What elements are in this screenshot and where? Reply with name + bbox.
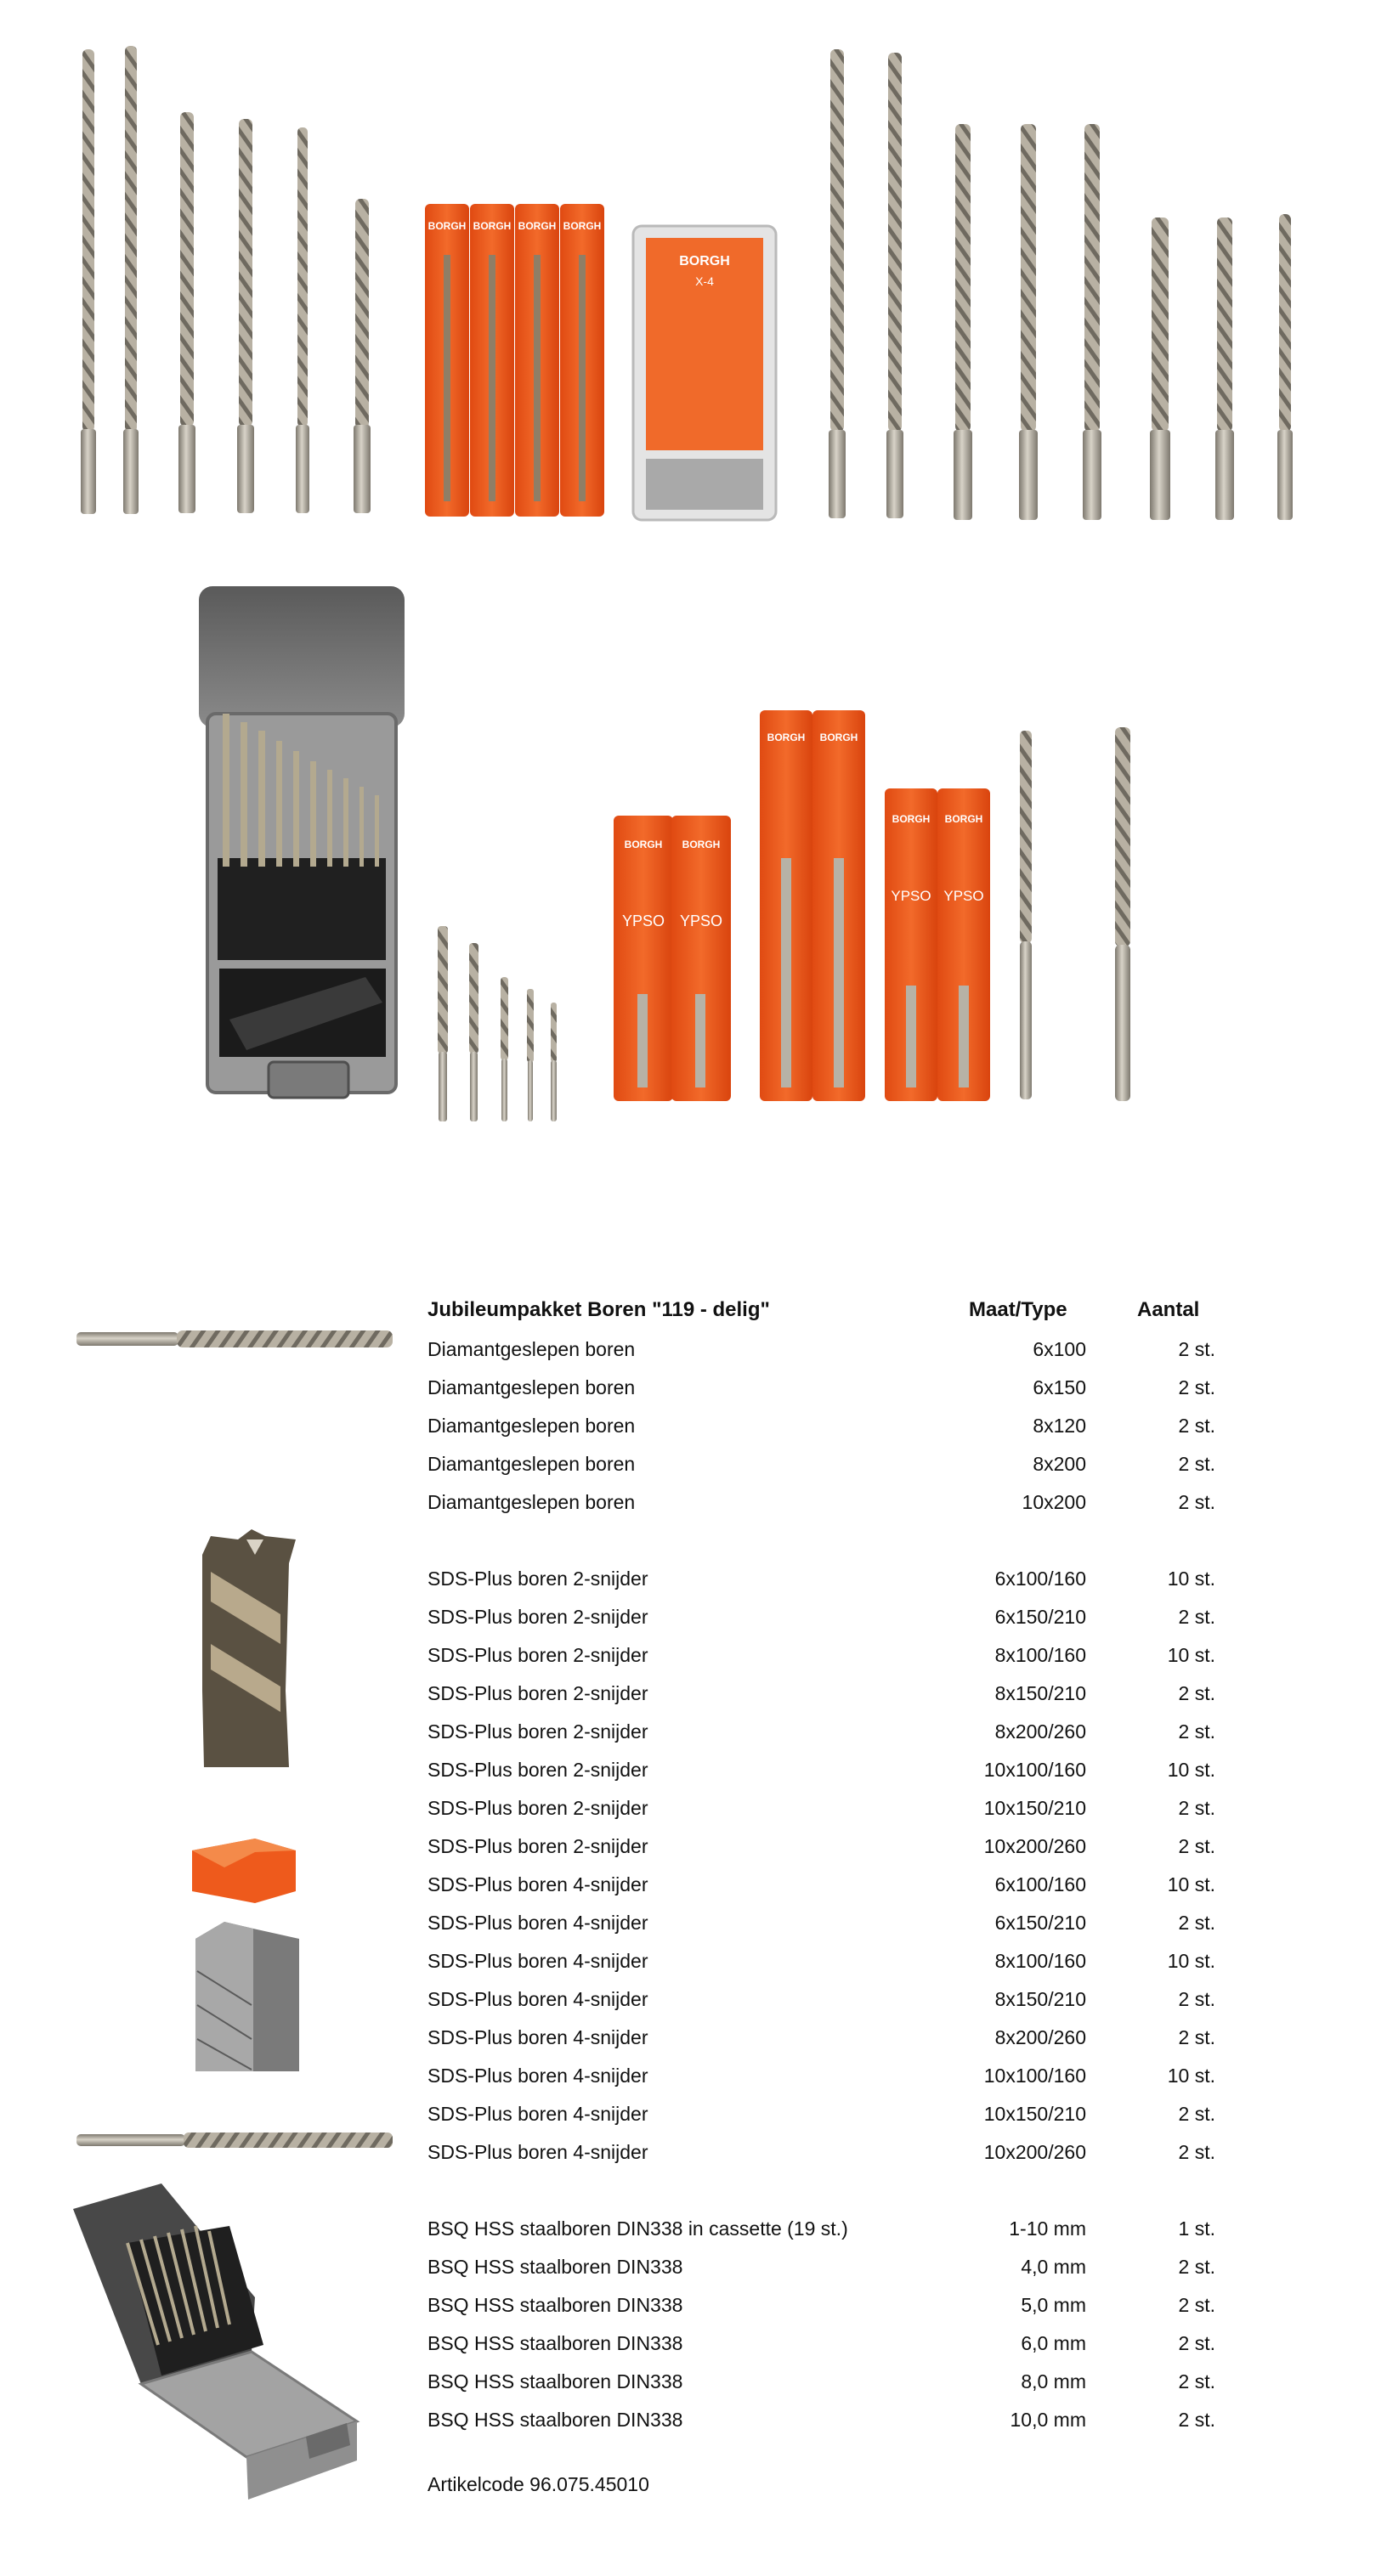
row-qty: 2 st.: [1178, 1453, 1215, 1475]
table-row: [0, 1867, 1387, 1901]
table-row: [0, 2250, 1387, 2284]
row-size: 6,0 mm: [1021, 2332, 1086, 2354]
orange-pack: [760, 710, 812, 1101]
ypso-packs: [614, 710, 990, 1101]
row-qty: 2 st.: [1178, 1988, 1215, 2010]
masonry-drills: [1020, 727, 1130, 1101]
row-description: SDS-Plus boren 4-snijder: [427, 1950, 648, 1972]
table-row: [0, 2403, 1387, 2437]
drill-bit-icon: [123, 46, 139, 514]
svg-text:BORGH: BORGH: [767, 732, 806, 743]
orange-pack: [812, 710, 865, 1101]
row-qty: 10 st.: [1167, 1644, 1215, 1666]
orange-pack: [614, 816, 673, 1101]
row-size: 1-10 mm: [1009, 2217, 1086, 2240]
row-qty: 2 st.: [1178, 2409, 1215, 2431]
row-size: 8x150/210: [994, 1682, 1086, 1704]
row-qty: 2 st.: [1178, 1376, 1215, 1398]
article-code: Artikelcode 96.075.45010: [427, 2473, 649, 2495]
svg-text:BORGH: BORGH: [679, 254, 730, 268]
row-size: 8x200: [1033, 1453, 1086, 1475]
row-size: 10x200/260: [983, 1835, 1086, 1857]
table-row: [0, 2020, 1387, 2054]
row-description: Diamantgeslepen boren: [427, 1338, 636, 1360]
row-qty: 2 st.: [1178, 1491, 1215, 1513]
row-description: Diamantgeslepen boren: [427, 1376, 636, 1398]
row-qty: 10 st.: [1167, 1950, 1215, 1972]
table-row: [0, 1485, 1387, 1519]
row-description: SDS-Plus boren 2-snijder: [427, 1720, 648, 1743]
drill-bit-icon: [81, 49, 96, 514]
table-header: [0, 1293, 1387, 1327]
svg-text:BORGH: BORGH: [518, 220, 557, 232]
orange-pack: [671, 816, 731, 1101]
row-size: 5,0 mm: [1021, 2294, 1086, 2316]
hss-cassette-open: [199, 586, 405, 1098]
svg-text:YPSO: YPSO: [679, 912, 723, 929]
row-qty: 2 st.: [1178, 1797, 1215, 1819]
orange-pack: [560, 204, 604, 517]
row-qty: 2 st.: [1178, 2294, 1215, 2316]
row-qty: 2 st.: [1178, 2026, 1215, 2048]
row-qty: 2 st.: [1178, 2370, 1215, 2392]
table-row: [0, 2059, 1387, 2093]
svg-text:YPSO: YPSO: [621, 912, 665, 929]
row-qty: 2 st.: [1178, 2256, 1215, 2278]
drill-bit-icon: [1277, 214, 1293, 520]
loose-hss-drills: [438, 926, 557, 1121]
row-qty: 2 st.: [1178, 1606, 1215, 1628]
row-size: 8x150/210: [994, 1988, 1086, 2010]
row-size: 10,0 mm: [1010, 2409, 1086, 2431]
svg-text:BORGH: BORGH: [682, 839, 721, 850]
row-description: BSQ HSS staalboren DIN338: [427, 2370, 683, 2392]
svg-text:BORGH: BORGH: [563, 220, 602, 232]
x4-orange-packs: [425, 204, 604, 517]
row-description: SDS-Plus boren 4-snijder: [427, 1988, 648, 2010]
drill-bit-icon: [1019, 124, 1038, 520]
row-size: 8x120: [1033, 1415, 1086, 1437]
drill-bit-icon: [1083, 124, 1101, 520]
svg-text:YPSO: YPSO: [943, 888, 984, 904]
row-qty: 10 st.: [1167, 1759, 1215, 1781]
orange-pack: [885, 788, 937, 1101]
drill-bit-icon: [237, 119, 254, 513]
row-description: SDS-Plus boren 2-snijder: [427, 1759, 648, 1781]
row-description: Diamantgeslepen boren: [427, 1415, 636, 1437]
row-size: 8,0 mm: [1021, 2370, 1086, 2392]
row-description: SDS-Plus boren 4-snijder: [427, 2141, 648, 2163]
row-size: 10x150/210: [983, 2103, 1086, 2125]
svg-text:BORGH: BORGH: [819, 732, 858, 743]
table-row: [0, 1600, 1387, 1634]
row-description: BSQ HSS staalboren DIN338: [427, 2294, 683, 2316]
row-size: 8x100/160: [994, 1950, 1086, 1972]
row-qty: 2 st.: [1178, 1912, 1215, 1934]
table-row: [0, 1944, 1387, 1978]
table-row: [0, 1447, 1387, 1481]
row-size: 6x150/210: [994, 1606, 1086, 1628]
row-size: 4,0 mm: [1021, 2256, 1086, 2278]
orange-pack: [515, 204, 559, 517]
row-description: SDS-Plus boren 2-snijder: [427, 1682, 648, 1704]
row-size: 10x100/160: [983, 1759, 1086, 1781]
table-row: [0, 2135, 1387, 2169]
sds-drill-group-right: [829, 49, 1293, 520]
row-description: BSQ HSS staalboren DIN338: [427, 2409, 683, 2431]
svg-text:BORGH: BORGH: [427, 220, 467, 232]
table-row: [0, 1562, 1387, 1596]
row-qty: 10 st.: [1167, 1873, 1215, 1895]
row-description: SDS-Plus boren 2-snijder: [427, 1835, 648, 1857]
row-size: 10x150/210: [983, 1797, 1086, 1819]
row-description: BSQ HSS staalboren DIN338: [427, 2332, 683, 2354]
row-size: 6x150: [1033, 1376, 1086, 1398]
table-row: [0, 2326, 1387, 2360]
row-description: SDS-Plus boren 2-snijder: [427, 1568, 648, 1590]
table-row: [0, 1370, 1387, 1404]
table-row: [0, 1906, 1387, 1940]
row-description: SDS-Plus boren 4-snijder: [427, 2065, 648, 2087]
row-qty: 2 st.: [1178, 2141, 1215, 2163]
row-qty: 10 st.: [1167, 1568, 1215, 1590]
row-qty: 2 st.: [1178, 1415, 1215, 1437]
row-size: 8x200/260: [994, 1720, 1086, 1743]
row-description: SDS-Plus boren 4-snijder: [427, 2103, 648, 2125]
orange-pack: [470, 204, 514, 517]
table-row: [0, 1753, 1387, 1787]
table-row: [0, 2097, 1387, 2131]
table-row: [0, 1982, 1387, 2016]
drill-bit-icon: [1215, 217, 1234, 520]
row-description: Diamantgeslepen boren: [427, 1491, 636, 1513]
table-title: Jubileumpakket Boren "119 - delig": [427, 1298, 770, 1321]
svg-text:YPSO: YPSO: [891, 888, 931, 904]
row-size: 10x100/160: [983, 2065, 1086, 2087]
drill-bit-icon: [354, 199, 371, 513]
drill-bit-icon: [954, 124, 972, 520]
row-size: 6x100/160: [994, 1568, 1086, 1590]
table-row: [0, 1638, 1387, 1672]
row-description: SDS-Plus boren 4-snijder: [427, 1912, 648, 1934]
row-size: 6x150/210: [994, 1912, 1086, 1934]
table-row: [0, 1332, 1387, 1366]
drill-bit-icon: [178, 112, 195, 513]
table-row: [0, 1715, 1387, 1748]
table-row: [0, 1409, 1387, 1443]
row-size: 10x200/260: [983, 2141, 1086, 2163]
row-qty: 2 st.: [1178, 1835, 1215, 1857]
orange-pack: [425, 204, 469, 517]
row-size: 6x100: [1033, 1338, 1086, 1360]
table-row: [0, 1676, 1387, 1710]
row-qty: 2 st.: [1178, 1682, 1215, 1704]
row-description: BSQ HSS staalboren DIN338: [427, 2256, 683, 2278]
row-size: 8x200/260: [994, 2026, 1086, 2048]
drill-bit-icon: [1150, 217, 1170, 520]
sds-drill-group-left: [81, 46, 371, 514]
row-size: 10x200: [1022, 1491, 1086, 1513]
row-qty: 2 st.: [1178, 1338, 1215, 1360]
x4-plastic-box: [633, 226, 776, 520]
row-description: Diamantgeslepen boren: [427, 1453, 636, 1475]
row-qty: 1 st.: [1178, 2217, 1215, 2240]
row-description: SDS-Plus boren 2-snijder: [427, 1797, 648, 1819]
row-description: SDS-Plus boren 2-snijder: [427, 1644, 648, 1666]
table-row: [0, 1829, 1387, 1863]
svg-text:BORGH: BORGH: [624, 839, 663, 850]
table-row: [0, 1791, 1387, 1825]
row-description: BSQ HSS staalboren DIN338 in cassette (19 st.): [427, 2217, 848, 2240]
column-header-qty: Aantal: [1137, 1298, 1200, 1321]
table-row: [0, 2212, 1387, 2246]
row-size: 6x100/160: [994, 1873, 1086, 1895]
drill-bit-icon: [296, 127, 309, 513]
svg-text:BORGH: BORGH: [892, 813, 931, 825]
drill-bit-icon: [829, 49, 846, 518]
orange-pack: [937, 788, 990, 1101]
row-description: SDS-Plus boren 4-snijder: [427, 2026, 648, 2048]
svg-text:BORGH: BORGH: [473, 220, 512, 232]
table-row: [0, 2364, 1387, 2398]
svg-text:BORGH: BORGH: [944, 813, 983, 825]
table-row: [0, 2288, 1387, 2322]
row-qty: 2 st.: [1178, 2103, 1215, 2125]
column-header-size: Maat/Type: [969, 1298, 1067, 1321]
row-qty: 10 st.: [1167, 2065, 1215, 2087]
row-description: SDS-Plus boren 4-snijder: [427, 1873, 648, 1895]
drill-bit-icon: [886, 53, 903, 518]
row-qty: 2 st.: [1178, 2332, 1215, 2354]
row-description: SDS-Plus boren 2-snijder: [427, 1606, 648, 1628]
svg-text:X-4: X-4: [695, 274, 714, 288]
row-qty: 2 st.: [1178, 1720, 1215, 1743]
row-size: 8x100/160: [994, 1644, 1086, 1666]
